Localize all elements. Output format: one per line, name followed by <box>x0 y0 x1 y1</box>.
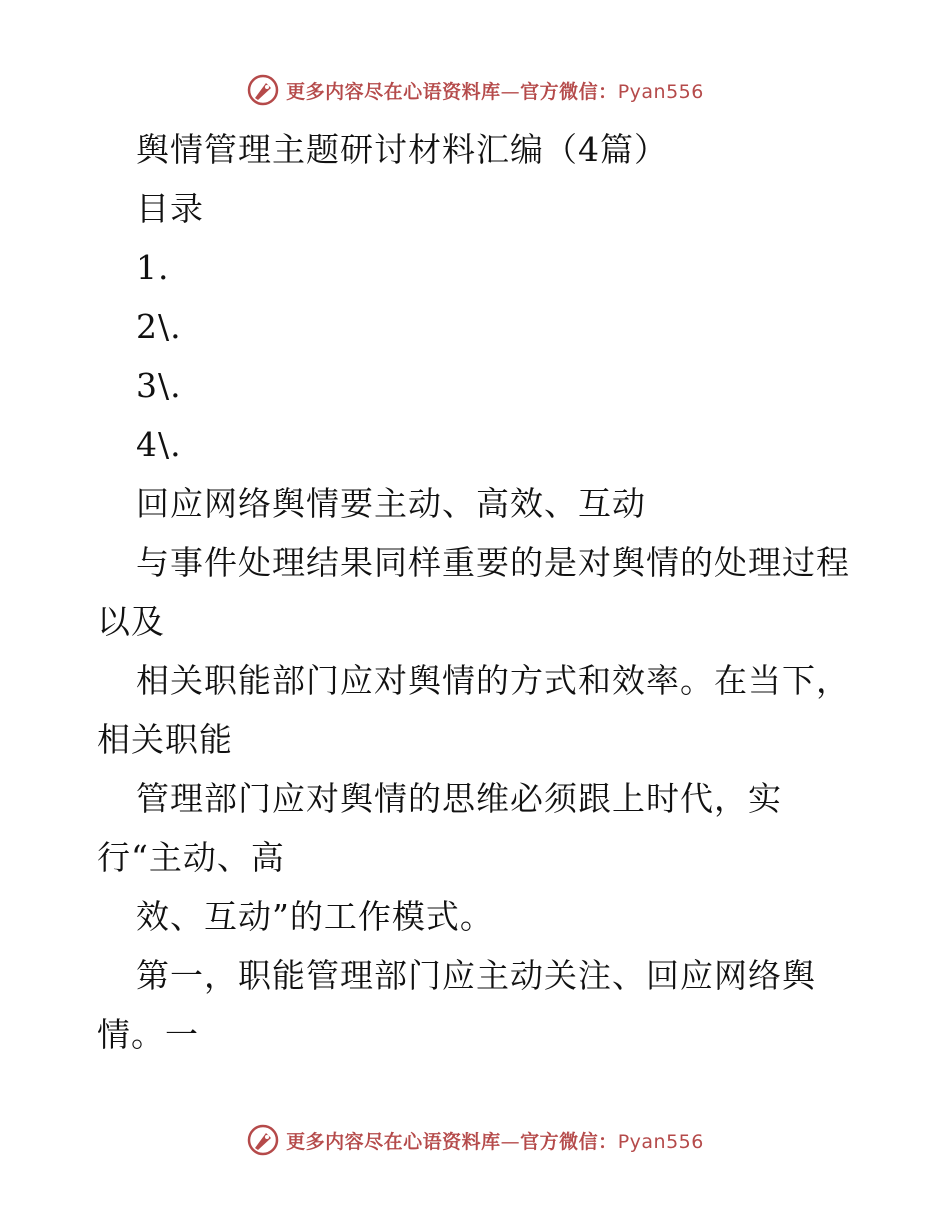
watermark-main-text: 更多内容尽在心语资料库 <box>286 1130 501 1153</box>
text-line: 3\. <box>136 366 182 405</box>
text-line: 行“主动、高 <box>97 838 285 877</box>
header-watermark <box>0 70 950 110</box>
text-line: 2\. <box>136 307 182 346</box>
watermark-text <box>286 77 704 104</box>
footer-watermark <box>0 1120 950 1160</box>
watermark-text <box>286 1127 704 1154</box>
watermark-dash: — <box>500 80 521 103</box>
text-line: 4\. <box>136 425 182 464</box>
watermark-wechat-id: Pyan556 <box>617 80 704 103</box>
watermark-main-text: 更多内容尽在心语资料库 <box>286 80 501 103</box>
document-body <box>97 120 887 1064</box>
text-line: 管理部门应对舆情的思维必须跟上时代，实 <box>136 779 782 818</box>
pen-nib-logo-icon <box>246 73 280 107</box>
text-line: 以及 <box>97 602 165 641</box>
document-title: 舆情管理主题研讨材料汇编（4篇） <box>136 130 668 169</box>
text-line: 相关职能 <box>97 720 233 759</box>
watermark-dash: — <box>500 1130 521 1153</box>
watermark-wechat-label: 官方微信： <box>520 80 618 103</box>
watermark-wechat-label: 官方微信： <box>520 1130 618 1153</box>
text-line: 情。一 <box>97 1015 199 1054</box>
watermark-wechat-id: Pyan556 <box>617 1130 704 1153</box>
text-line: 效、互动”的工作模式。 <box>136 897 494 936</box>
text-line: 回应网络舆情要主动、高效、互动 <box>136 484 646 523</box>
text-line: 目录 <box>136 189 204 228</box>
text-line: 第一，职能管理部门应主动关注、回应网络舆 <box>136 956 816 995</box>
text-line: 相关职能部门应对舆情的方式和效率。在当下， <box>136 661 850 700</box>
pen-nib-logo-icon <box>246 1123 280 1157</box>
text-line: 与事件处理结果同样重要的是对舆情的处理过程 <box>136 543 850 582</box>
text-line: 1. <box>136 248 170 287</box>
